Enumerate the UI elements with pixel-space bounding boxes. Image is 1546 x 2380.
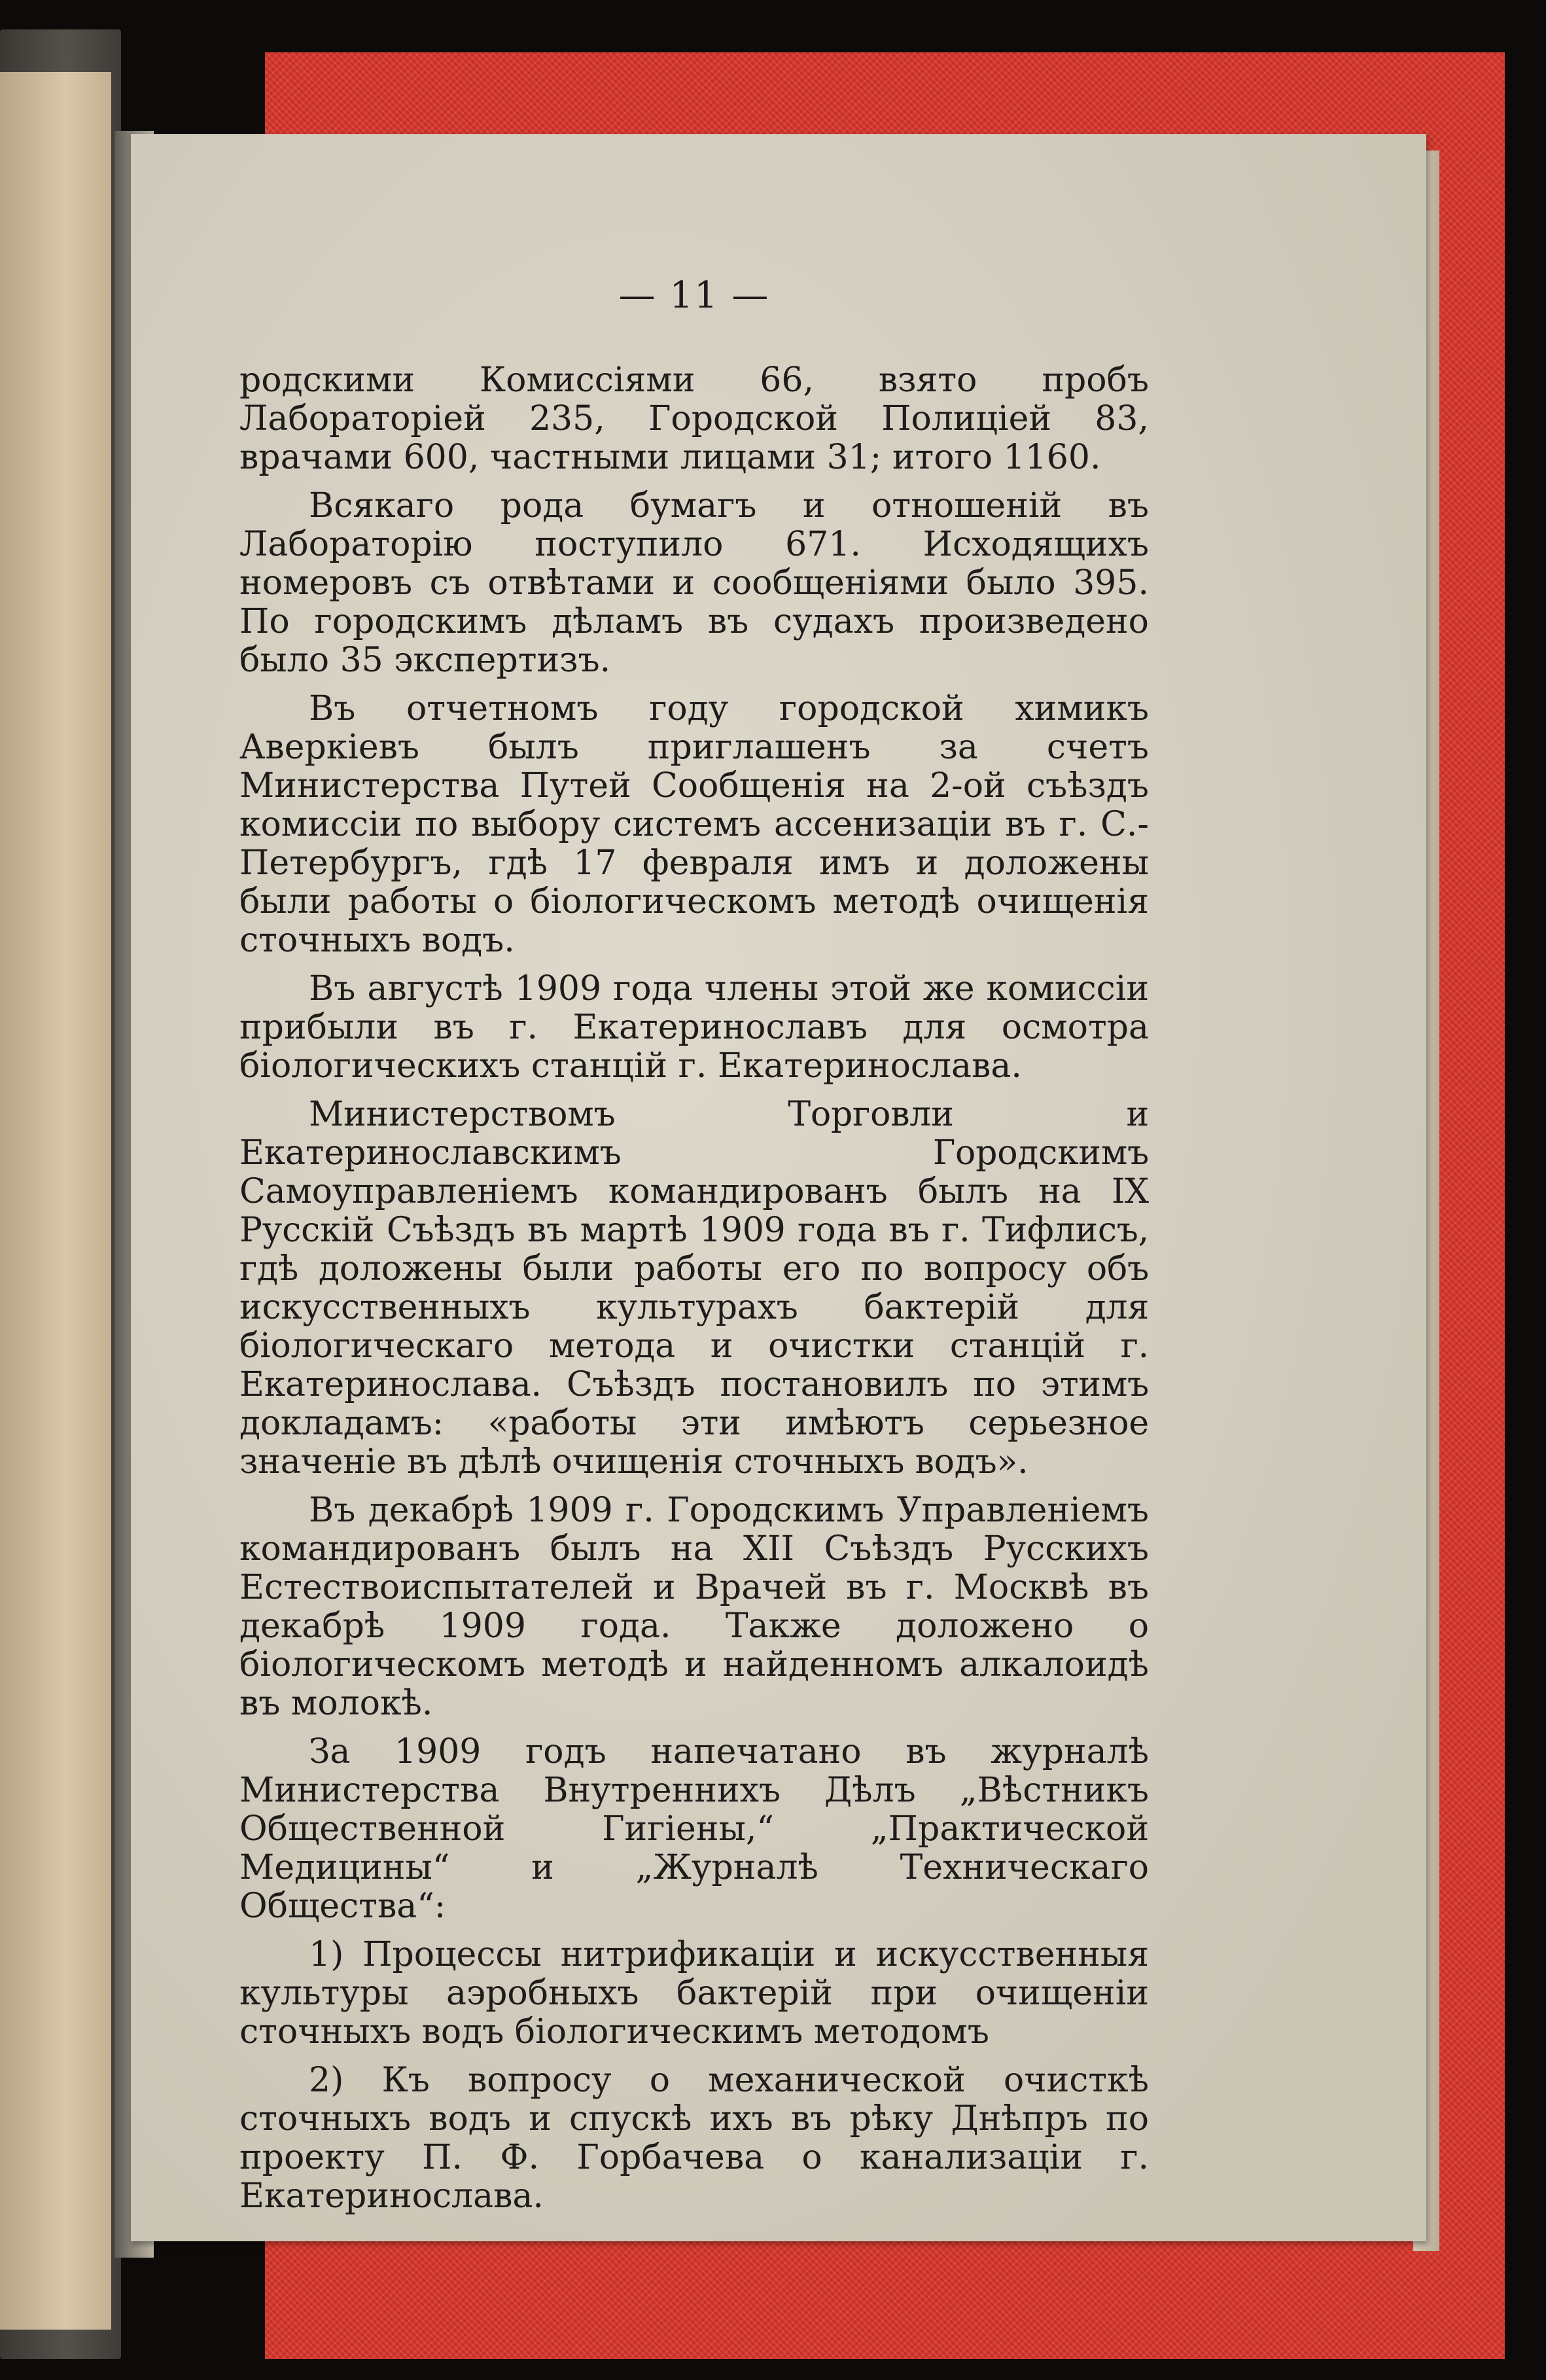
paragraph-7: За 1909 годъ напечатано въ журналѣ Министерства Внутреннихъ Дѣлъ „Вѣстникъ Общественной Гигіены,“ „Практической Медицины“ и „Журналѣ Техническаго Общества“: bbox=[239, 1732, 1149, 1926]
paragraph-3: Въ отчетномъ году городской химикъ Аверкіевъ былъ приглашенъ за счетъ Министерства Путей Сообщенія на 2-ой съѣздъ комиссіи по выбору системъ ассенизаціи въ г. С.-Петербургъ, гдѣ 17 февраля имъ и доложены были работы о біологическомъ методѣ очищенія сточныхъ водъ. bbox=[239, 689, 1149, 960]
page-number: — 11 — bbox=[618, 274, 770, 317]
paragraph-5: Министерствомъ Торговли и Екатеринославскимъ Городскимъ Самоуправленіемъ командированъ былъ на IX Русскій Съѣздъ въ мартѣ 1909 года въ г. Тифлисъ, гдѣ доложены были работы его по вопросу объ искусственныхъ культурахъ бактерій для біологическаго метода и очистки станцій г. Екатеринослава. Съѣздъ постановилъ по этимъ докладамъ: «работы эти имѣютъ серьезное значеніе въ дѣлѣ очищенія сточныхъ водъ». bbox=[239, 1095, 1149, 1482]
list-item-2: 2) Къ вопросу о механической очисткѣ сточныхъ водъ и спускѣ ихъ въ рѣку Днѣпръ по проекту П. Ф. Горбачева о канализаціи г. Екатеринослава. bbox=[239, 2061, 1149, 2216]
paragraph-2: Всякаго рода бумагъ и отношеній въ Лабораторію поступило 671. Исходящихъ номеровъ съ отвѣтами и сообщеніями было 395. По городскимъ дѣламъ въ судахъ произведено было 35 экспертизъ. bbox=[239, 486, 1149, 680]
page-body bbox=[239, 361, 1149, 2226]
list-item-1: 1) Процессы нитрификаціи и искусственныя культуры аэробныхъ бактерій при очищеніи сточныхъ водъ біологическимъ методомъ bbox=[239, 1935, 1149, 2051]
left-facing-page bbox=[0, 72, 111, 2330]
paragraph-1: родскими Комиссіями 66, взято пробъ Лабораторіей 235, Городской Полиціей 83, врачами 600, частными лицами 31; итого 1160. bbox=[239, 361, 1149, 477]
paragraph-6: Въ декабрѣ 1909 г. Городскимъ Управленіемъ командированъ былъ на XII Съѣздъ Русскихъ Естествоиспытателей и Врачей въ г. Москвѣ въ декабрѣ 1909 года. Также доложено о біологическомъ методѣ и найденномъ алкалоидѣ въ молокѣ. bbox=[239, 1491, 1149, 1723]
paragraph-4: Въ августѣ 1909 года члены этой же комиссіи прибыли въ г. Екатеринославъ для осмотра біологическихъ станцій г. Екатеринослава. bbox=[239, 969, 1149, 1086]
